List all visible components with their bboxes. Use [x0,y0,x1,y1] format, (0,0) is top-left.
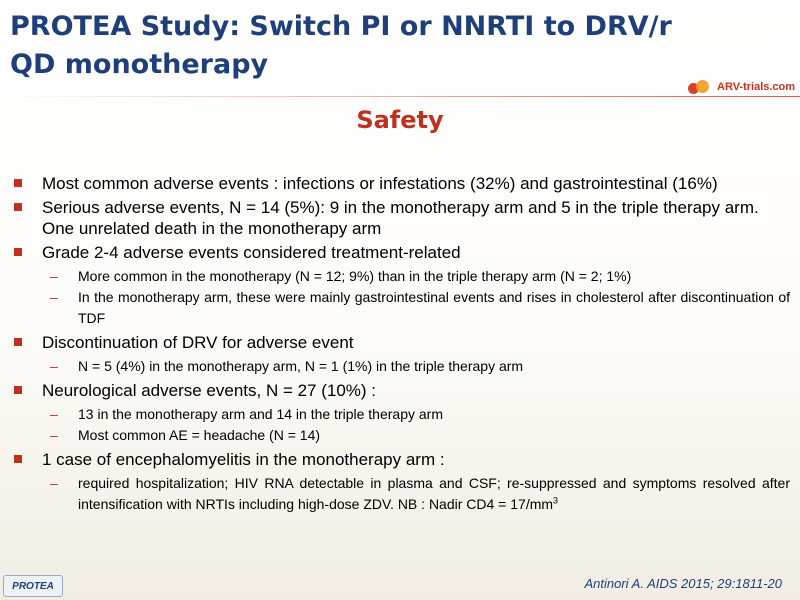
dash-bullet-icon: – [50,358,58,374]
sub-bullet-item [42,356,790,377]
dash-bullet-icon: – [50,406,58,422]
sub-bullet-list [42,404,790,446]
bullet-text: 1 case of encephalomyelitis in the monotherapy arm : [42,450,445,469]
sub-bullet-text: Most common AE = headache (N = 14) [78,427,321,443]
sub-bullet-text: More common in the monotherapy (N = 12; 9%) than in the triple therapy arm (N = 2; 1%) [78,268,632,284]
dash-bullet-icon: – [50,427,58,443]
sub-bullet-item [42,287,790,329]
title-divider [0,96,800,97]
bullet-item [12,449,790,515]
bullet-text: Grade 2-4 adverse events considered treatment-related [42,243,461,262]
superscript: 3 [553,495,559,506]
sub-bullet-list [42,473,790,515]
sub-bullet-item [42,266,790,287]
bullet-text: Neurological adverse events, N = 27 (10%) : [42,381,377,400]
sub-bullet-item [42,473,790,515]
square-bullet-icon [14,386,22,394]
protea-badge: PROTEA [3,575,63,597]
sub-bullet-text: 13 in the monotherapy arm and 14 in the triple therapy arm [78,406,443,422]
bullet-item [12,380,790,446]
bullet-item [12,332,790,377]
bullet-text: Serious adverse events, N = 14 (5%): 9 in the monotherapy arm and 5 in the triple therapy arm. One unrelated death in the monotherapy arm [42,198,759,238]
section-heading: Safety [356,106,444,134]
sub-bullet-item [42,425,790,446]
sub-bullet-text: N = 5 (4%) in the monotherapy arm, N = 1 (1%) in the triple therapy arm [78,358,524,374]
sub-bullet-list [42,266,790,329]
slide-title: PROTEA Study: Switch PI or NNRTI to DRV/r QD monotherapy [10,11,672,80]
square-bullet-icon [14,248,22,256]
sub-bullet-item [42,404,790,425]
square-bullet-icon [14,338,22,346]
dash-bullet-icon: – [50,475,58,491]
sub-bullet-text: required hospitalization; HIV RNA detectable in plasma and CSF; re-suppressed and symptoms resolved after intensification with NRTIs including high-dose ZDV. NB : Nadir CD4 = 17/mm [78,475,790,512]
citation: Antinori A. AIDS 2015; 29:1811-20 [584,576,782,591]
dash-bullet-icon: – [50,268,58,284]
bullet-text: Discontinuation of DRV for adverse event [42,333,354,352]
bullet-item [12,197,790,239]
square-bullet-icon [14,203,22,211]
arv-trials-logo [688,76,795,98]
dash-bullet-icon: – [50,289,58,305]
bullet-list [12,173,790,518]
square-bullet-icon [14,455,22,463]
bullet-item [12,242,790,329]
square-bullet-icon [14,179,22,187]
sub-bullet-text: In the monotherapy arm, these were mainly gastrointestinal events and rises in cholesterol after discontinuation of TDF [78,289,790,326]
sub-bullet-list [42,356,790,377]
logo-text: ARV-trials.com [717,81,796,93]
bullet-text: Most common adverse events : infections or infestations (32%) and gastrointestinal (16%) [42,174,718,193]
bullet-item [12,173,790,194]
logo-mark-icon [688,79,714,95]
